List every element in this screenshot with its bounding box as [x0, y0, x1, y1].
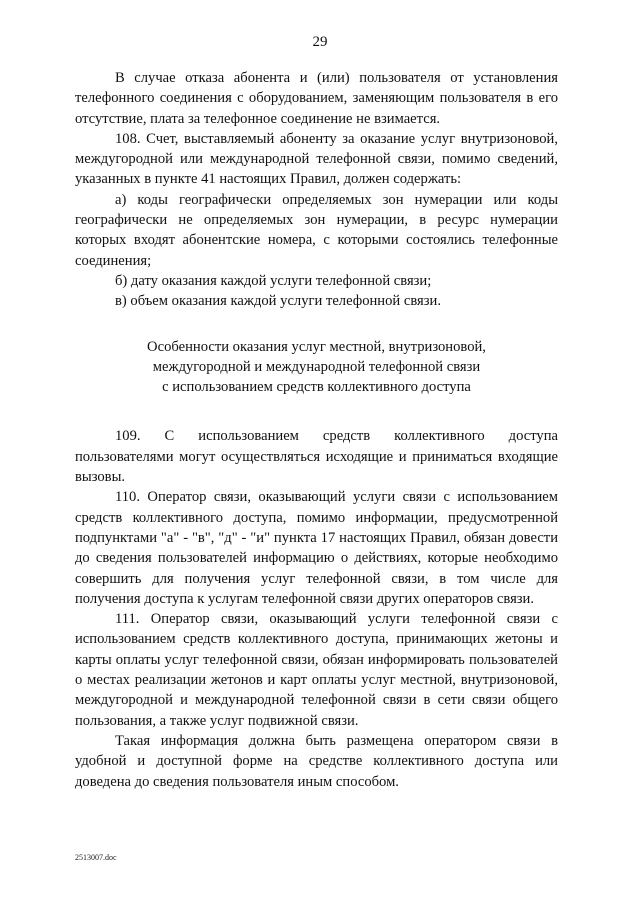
section-heading — [75, 337, 558, 398]
paragraph-109: 109. С использованием средств коллективного доступа пользователями могут осуществляться исходящие и приниматься входящие вызовы. — [75, 428, 558, 486]
section-heading-line-1: Особенности оказания услуг местной, внутризоновой, — [147, 338, 486, 355]
section-heading-line-3: с использованием средств коллективного доступа — [162, 379, 471, 396]
paragraph-108: 108. Счет, выставляемый абоненту за оказание услуг внутризоновой, междугородной или международной телефонной связи, помимо сведений, указанных в пункте 41 настоящих Правил, должен содержать: — [75, 130, 558, 188]
paragraph-111: 111. Оператор связи, оказывающий услуги телефонной связи с использованием средств коллективного доступа, принимающих жетоны и карты оплаты услуг телефонной связи, обязан информировать пользователей о местах реализации жетонов и карт оплаты услуг местной, внутризоновой, междугородной и международной телефонной связи в сети связи общего пользования, а также услуг подвижной связи. — [75, 611, 558, 729]
footer-filename: 2513007.doc — [75, 853, 117, 862]
section-heading-line-2: междугородной и международной телефонной связи — [152, 358, 481, 375]
paragraph-108-c: в) объем оказания каждой услуги телефонной связи. — [115, 293, 441, 310]
page-number: 29 — [312, 34, 328, 50]
paragraph-110: 110. Оператор связи, оказывающий услуги связи с использованием средств коллективного доступа, помимо информации, предусмотренной подпунктами "а" - "в", "д" - "и" пункта 17 настоящих Правил, обязан довести до сведения пользователей информацию о действиях, которые необходимо совершить для получения услуг телефонной связи, в том числе для получения доступа к услугам телефонной связи других операторов связи. — [75, 489, 558, 607]
paragraph-108-a: а) коды географически определяемых зон нумерации или коды географически не определяемых зон нумерации, в ресурс нумерации которых входят абонентские номера, с которыми состоялись телефонные соединения; — [75, 191, 558, 269]
paragraph-refusal: В случае отказа абонента и (или) пользователя от установления телефонного соединения с оборудованием, заменяющим пользователя в его отсутствие, плата за телефонное соединение не взимается. — [75, 70, 558, 127]
document-body — [75, 68, 558, 792]
paragraph-information: Такая информация должна быть размещена оператором связи в удобной и доступной форме на средстве коллективного доступа или доведена до сведения пользователя иным способом. — [75, 732, 558, 790]
paragraph-108-b: б) дату оказания каждой услуги телефонной связи; — [115, 272, 432, 289]
